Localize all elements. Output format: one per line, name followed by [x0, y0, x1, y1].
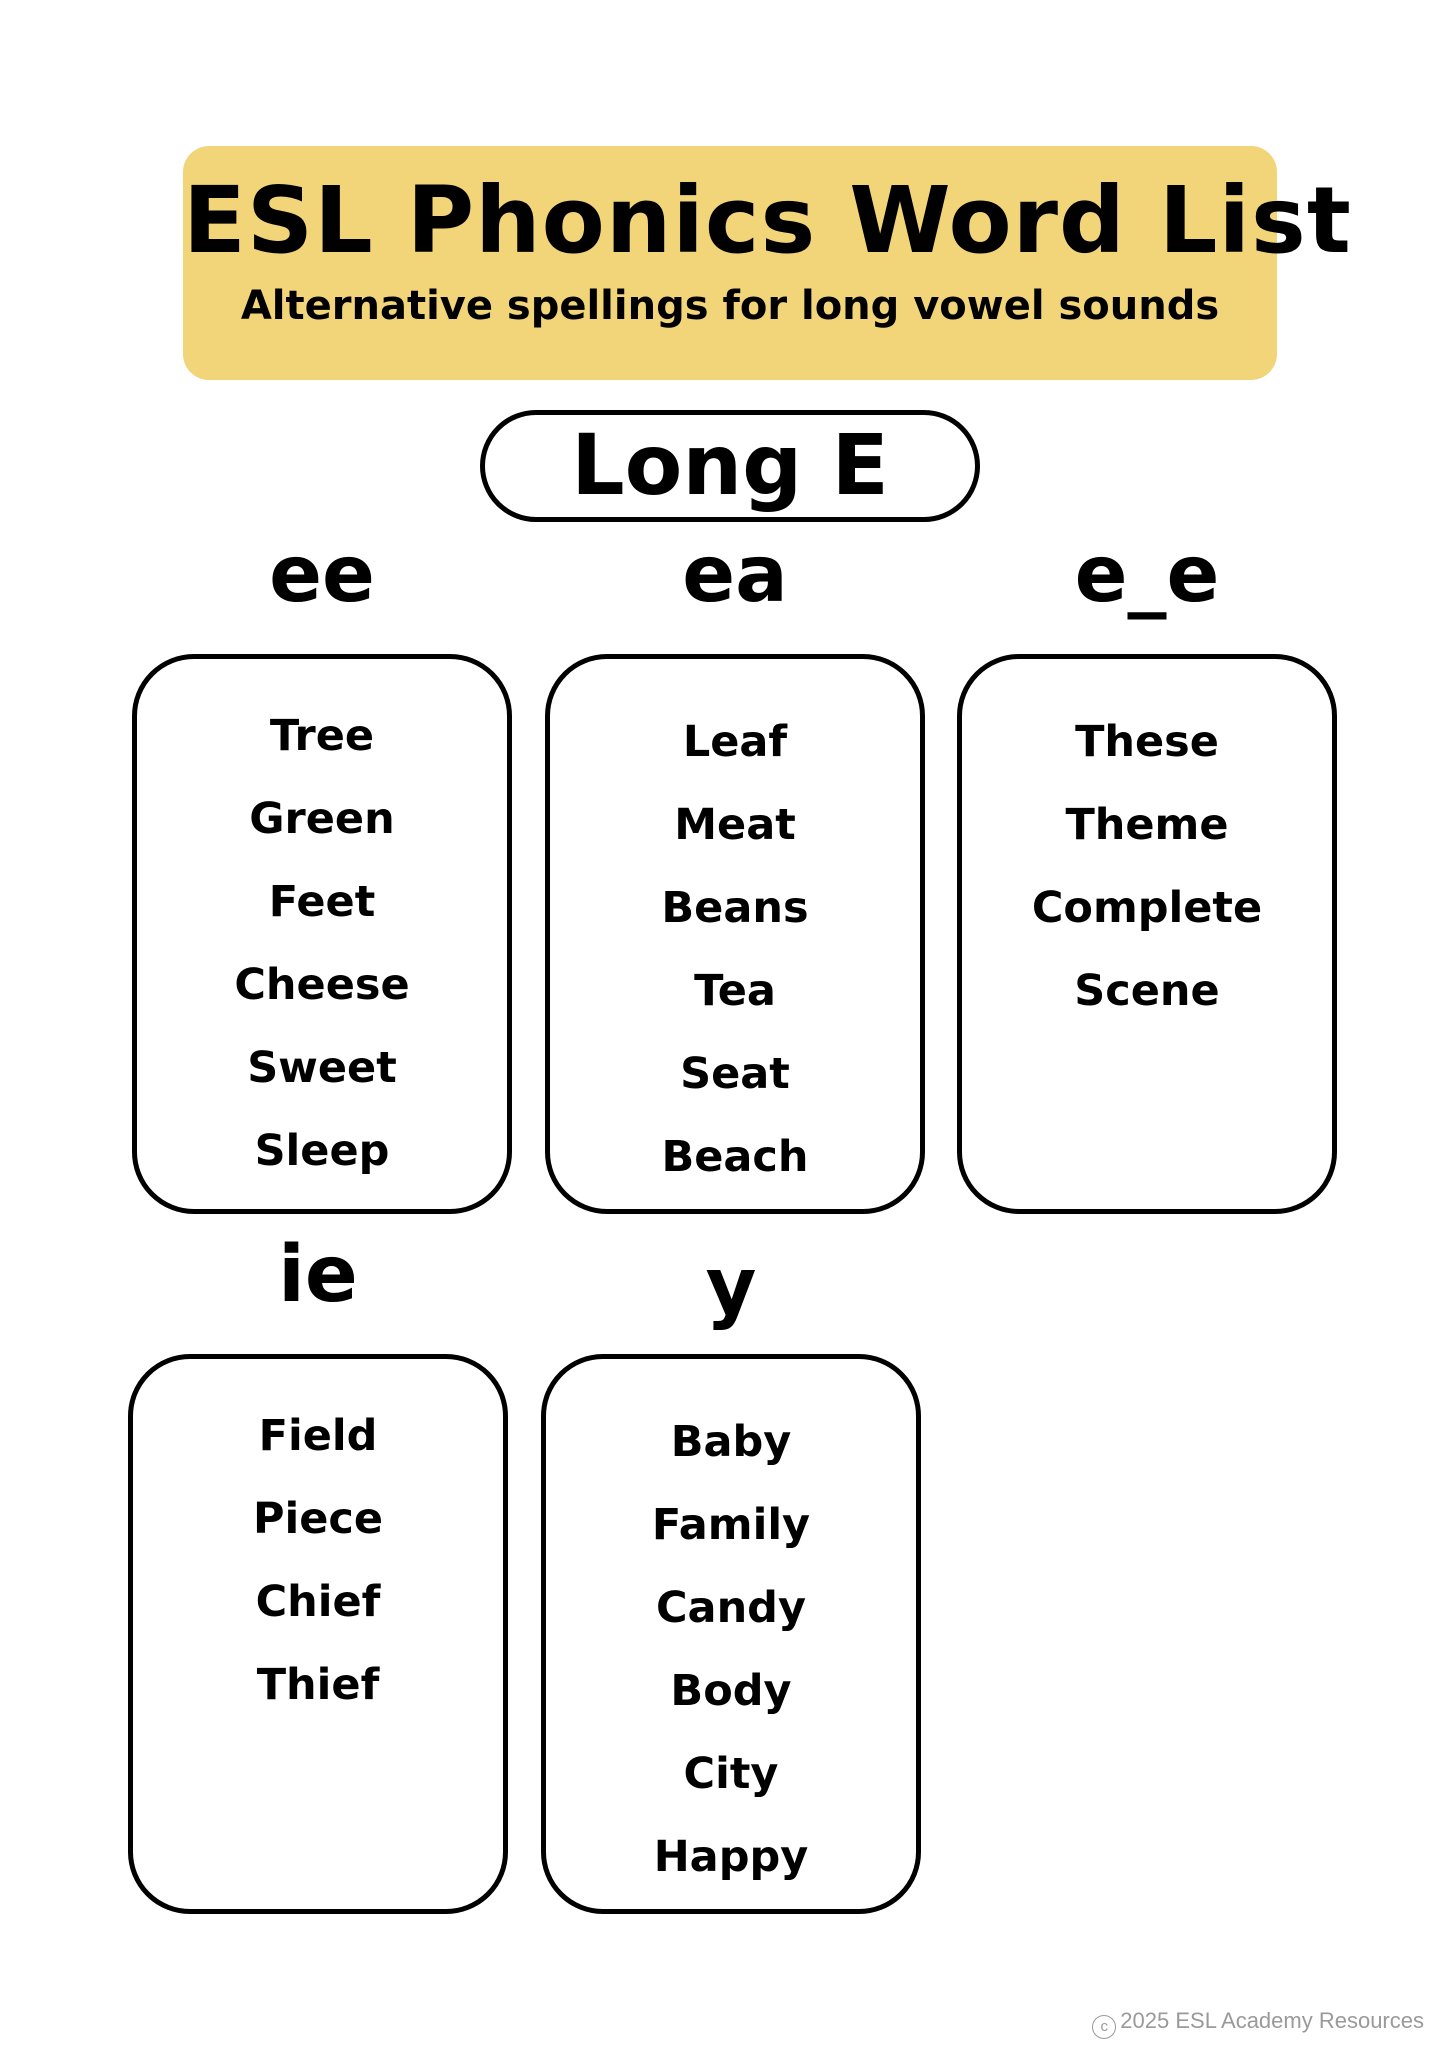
- list-item: Field: [258, 1411, 378, 1461]
- copyright-icon: c: [1092, 2015, 1116, 2039]
- section-title: Long E: [480, 410, 980, 522]
- word-box: [957, 654, 1337, 1214]
- group-label: y: [705, 1242, 757, 1332]
- list-item: Happy: [653, 1832, 809, 1882]
- list-item: Tree: [269, 711, 375, 761]
- list-item: Thief: [256, 1660, 380, 1710]
- group-label: e_e: [1074, 530, 1220, 620]
- group-label: ea: [682, 530, 788, 620]
- footer-credit: [1092, 2008, 1424, 2039]
- list-item: Baby: [670, 1417, 792, 1467]
- list-item: Body: [670, 1666, 792, 1716]
- list-item: City: [683, 1749, 779, 1799]
- list-item: Leaf: [682, 717, 788, 767]
- list-item: Seat: [680, 1049, 790, 1099]
- word-list: [133, 1395, 503, 1727]
- list-item: Chief: [255, 1577, 381, 1627]
- list-item: Candy: [656, 1583, 806, 1633]
- list-item: Sleep: [254, 1126, 390, 1176]
- word-list: [962, 701, 1332, 1033]
- word-box: [541, 1354, 921, 1914]
- list-item: Meat: [674, 800, 796, 850]
- list-item: Cheese: [234, 960, 410, 1010]
- list-item: Beach: [661, 1132, 809, 1182]
- header-banner: [183, 146, 1352, 380]
- list-item: Theme: [1065, 800, 1229, 850]
- list-item: Beans: [661, 883, 809, 933]
- list-item: Complete: [1031, 883, 1263, 933]
- footer-text: 2025 ESL Academy Resources: [1120, 2008, 1424, 2033]
- list-item: Sweet: [247, 1043, 397, 1093]
- word-list: [550, 701, 920, 1199]
- word-list: [137, 695, 507, 1193]
- list-item: Piece: [252, 1494, 384, 1544]
- list-item: These: [1075, 717, 1219, 767]
- list-item: Tea: [694, 966, 776, 1016]
- list-item: Family: [651, 1500, 811, 1550]
- word-list: [546, 1401, 916, 1899]
- list-item: Scene: [1074, 966, 1220, 1016]
- group-label: ie: [278, 1230, 358, 1320]
- page-subtitle: Alternative spellings for long vowel sounds: [240, 283, 1220, 329]
- word-box: [132, 654, 512, 1214]
- list-item: Green: [249, 794, 395, 844]
- group-label: ee: [269, 530, 375, 620]
- list-item: Feet: [268, 877, 376, 927]
- word-box: [128, 1354, 508, 1914]
- word-box: [545, 654, 925, 1214]
- page-title: ESL Phonics Word List: [183, 167, 1352, 274]
